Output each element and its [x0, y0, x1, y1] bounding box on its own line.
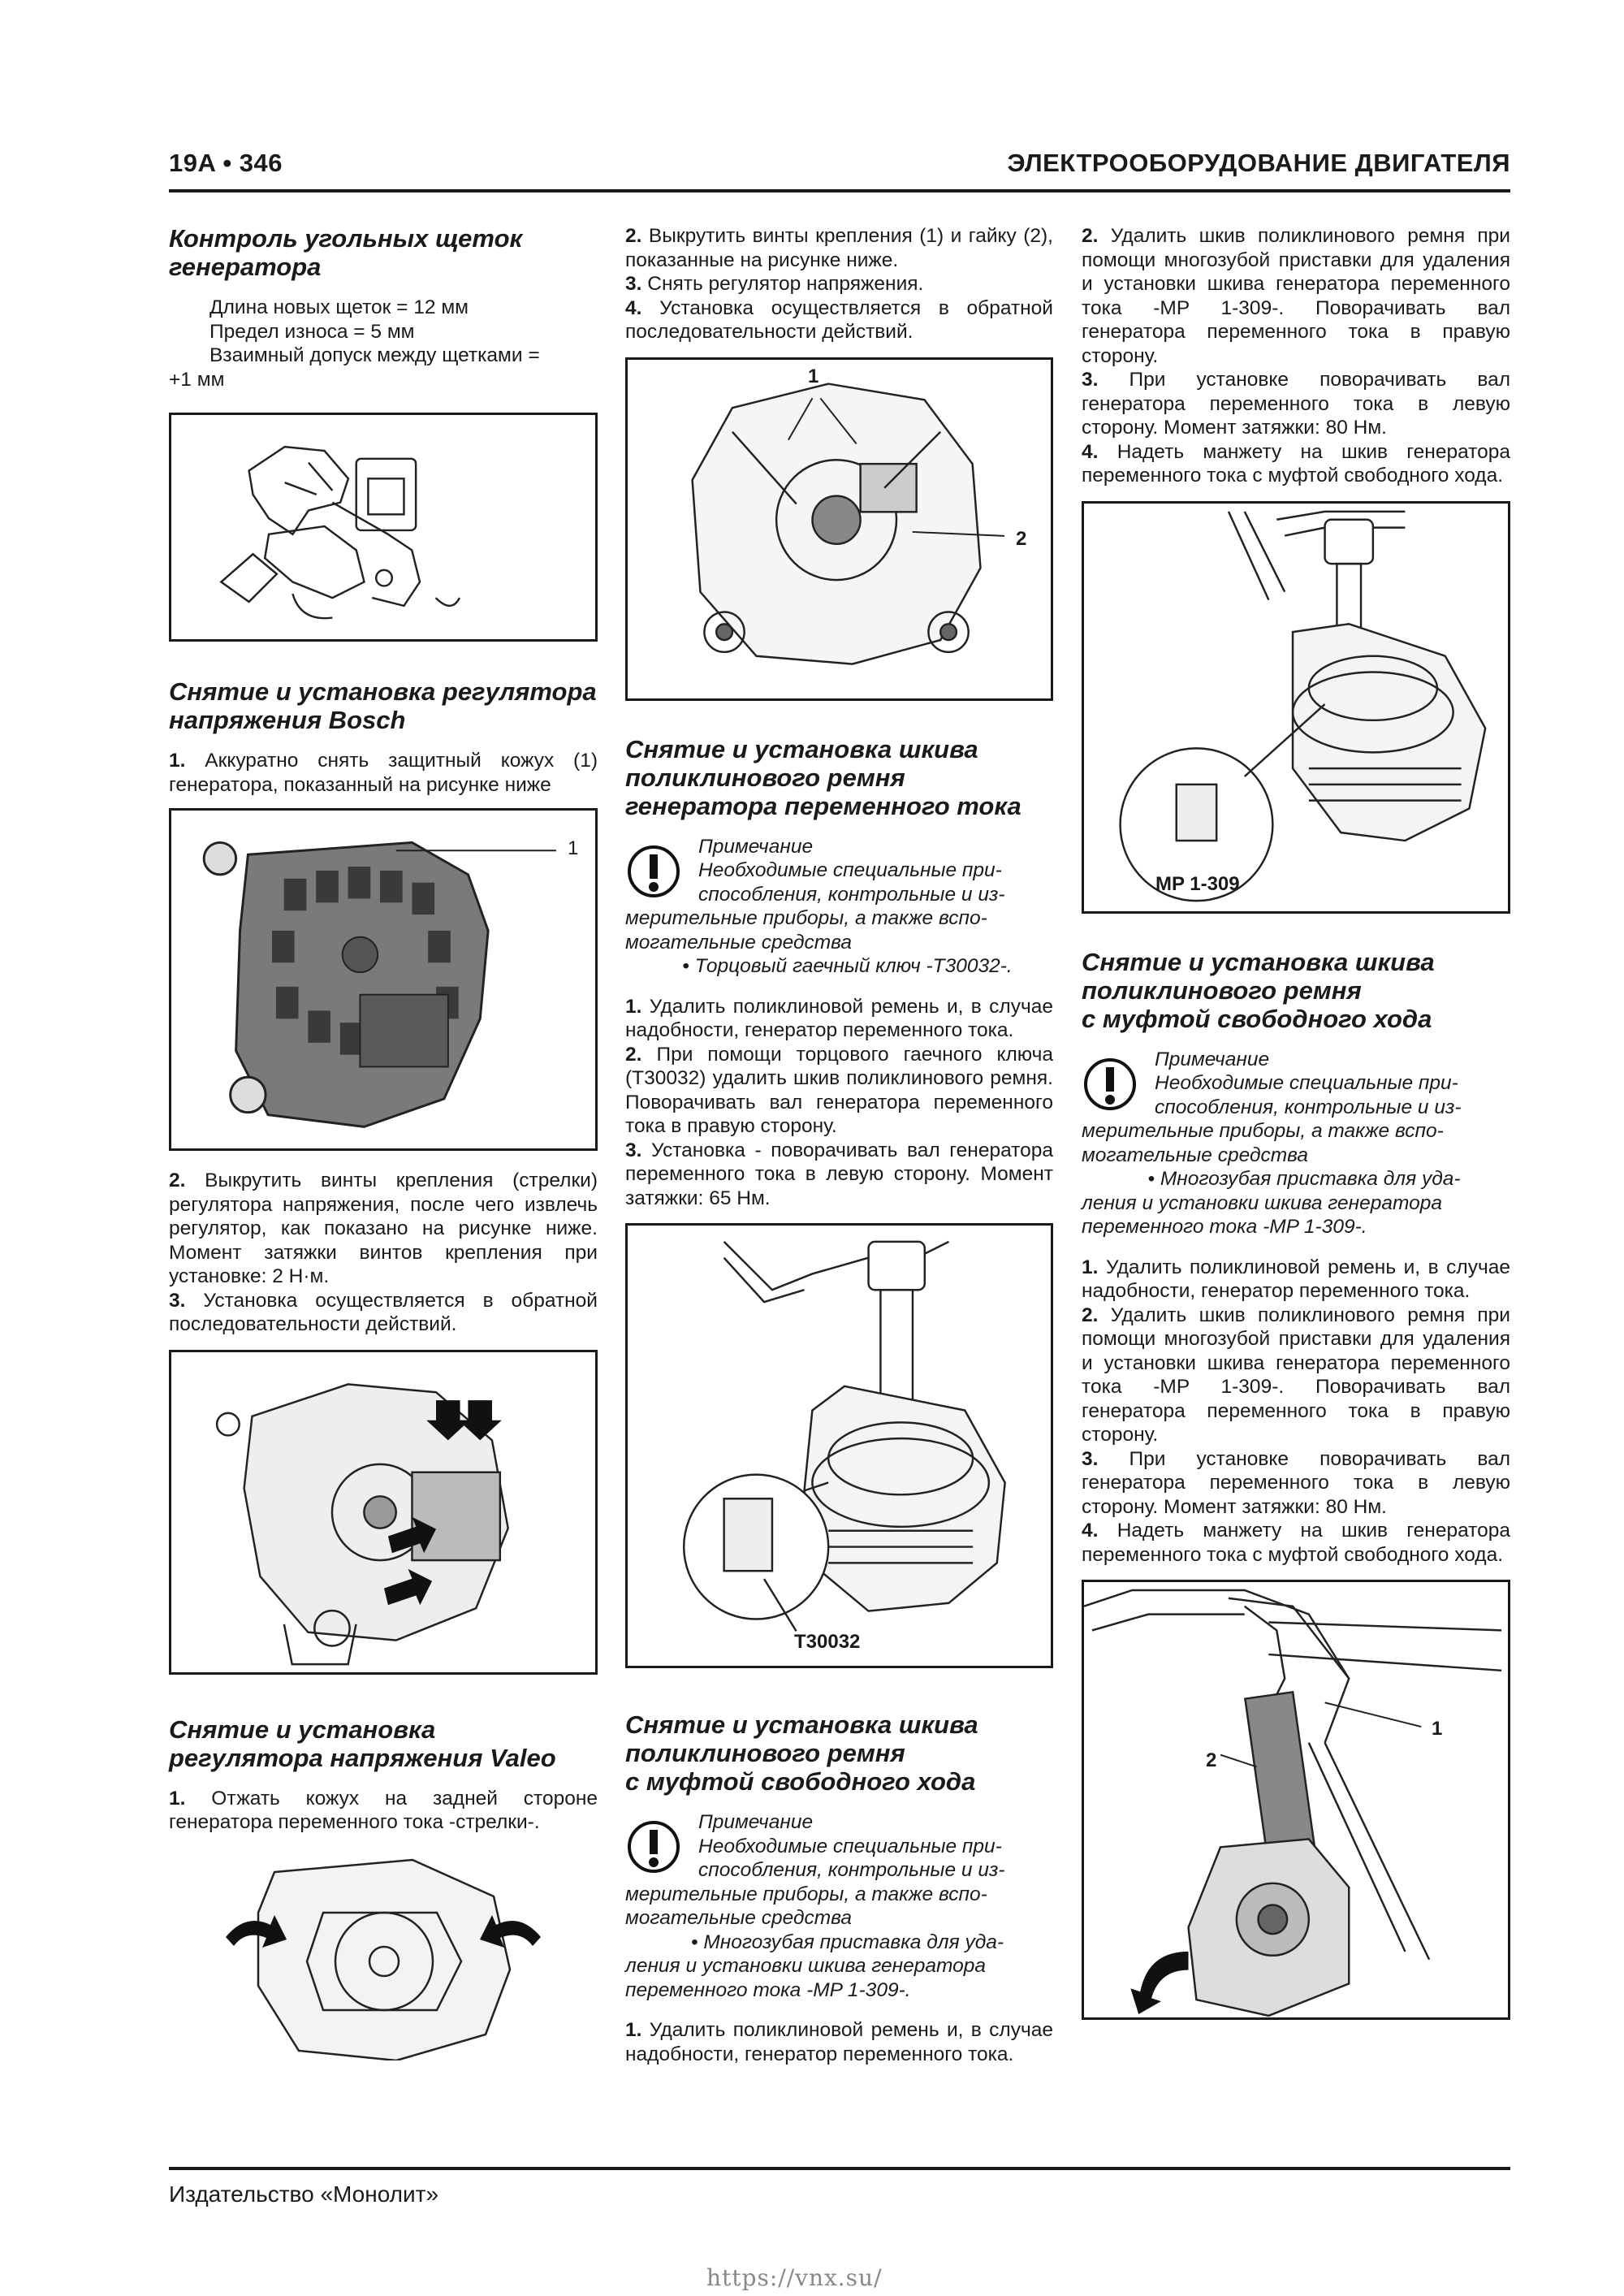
- callout-label: 1: [568, 837, 579, 859]
- step-text: 1. Аккуратно снять защитный кожух (1) генератора, показанный на рисунке ниже: [169, 750, 598, 796]
- step-text: 3. При установке поворачивать вал генератора переменного тока в левую сторону. Момент затяжки: 80 Нм.: [1082, 369, 1511, 439]
- figure-bosch-cover: [169, 808, 598, 1151]
- note-bullet: переменного тока -MP 1-309-.: [625, 1978, 911, 2001]
- socket-wrench-illustration: [628, 1226, 1051, 1666]
- step-text: 2. Удалить шкив поликлинового ремня при помощи многозубой приставки для удаления и установки шкива генератора переменного тока -MP 1-309-. Поворачивать вал генератора переменного тока в правую сторону.: [1082, 1304, 1510, 1446]
- step-text: 2. При помощи торцового гаечного ключа (T30032) удалить шкив поликлинового ремня. Поворачивать вал генератора переменного тока в правую сторону.: [625, 1043, 1054, 1137]
- alternator-cover-illustration: [171, 811, 595, 1148]
- step-text: 1. Удалить поликлиновой ремень и, в случае надобности, генератор переменного тока.: [625, 2019, 1053, 2065]
- spec-line: +1 мм: [169, 368, 225, 391]
- footer-rule: [169, 2167, 1510, 2170]
- regulator-fasteners-illustration: [628, 360, 1051, 698]
- note-text: Необходимые специальные при-: [1155, 1072, 1458, 1094]
- chapter-title: ЭЛЕКТРООБОРУДОВАНИЕ ДВИГАТЕЛЯ: [1007, 149, 1510, 177]
- step-text: 3. При установке поворачивать вал генератора переменного тока в левую сторону. Момент затяжки: 80 Нм.: [1082, 1447, 1511, 1518]
- warning-icon: [625, 843, 682, 900]
- note-bullet: переменного тока -MP 1-309-.: [1082, 1216, 1367, 1238]
- watermark-link[interactable]: https://vnx.su/: [706, 2264, 883, 2291]
- page-number: 19A • 346: [169, 149, 283, 177]
- step-text: 3. Установка - поворачивать вал генератора переменного тока в левую сторону. Момент затяжки: 65 Нм.: [625, 1139, 1053, 1209]
- note-bullet: • Многозубая приставка для уда-: [1147, 1168, 1461, 1190]
- header-rule: [169, 189, 1510, 192]
- note-text: Необходимые специальные при-: [698, 1835, 1002, 1857]
- note-bullet: ления и установки шкива генератора: [1082, 1191, 1443, 1214]
- section-title-valeo: Снятие и установка регулятора напряжения Valeo: [169, 1714, 556, 1772]
- step-text: 1. Удалить поликлиновой ремень и, в случае надобности, генератор переменного тока.: [1082, 1256, 1510, 1302]
- note-text: способления, контрольные и из-: [1155, 1096, 1462, 1118]
- figure-t30032-tool: [625, 1223, 1053, 1668]
- note-title: Примечание: [1155, 1048, 1270, 1070]
- callout-label: 1: [808, 365, 819, 387]
- step-text: 2. Выкрутить винты крепления (стрелки) регулятора напряжения, после чего извлечь регулятор, как показано на рисунке ниже. Момент затяжки винтов крепления при установке: 2 Н·м.: [169, 1170, 598, 1287]
- note-bullet: • Торцовый гаечный ключ -T30032-.: [682, 955, 1013, 977]
- note-block: [625, 1810, 1053, 2002]
- step-text: 4. Установка осуществляется в обратной последовательности действий.: [625, 296, 1053, 343]
- note-text: мерительные приборы, а также вспо-: [625, 907, 987, 929]
- figure-mp1309-tool: [1082, 501, 1510, 914]
- note-text: Необходимые специальные при-: [698, 859, 1002, 881]
- figure-valeo-cover: [169, 1848, 598, 2060]
- figure-bosch-screws: [169, 1350, 598, 1675]
- tool-label: T30032: [794, 1631, 861, 1653]
- note-text: могательные средства: [1082, 1144, 1309, 1166]
- regulator-screws-illustration: [171, 1352, 595, 1672]
- section-title-pulley: Снятие и установка шкива поликлинового ремня генератора переменного тока: [625, 734, 1021, 820]
- step-text: 2. Удалить шкив поликлинового ремня при помощи многозубой приставки для удаления и установки шкива генератора переменного тока -MP 1-309-. Поворачивать вал генератора переменного тока в правую сторону.: [1082, 225, 1510, 367]
- section-title-freewheel: Снятие и установка шкива поликлинового ремня с муфтой свободного хода: [625, 1710, 978, 1796]
- figure-brush-holder: [169, 413, 598, 642]
- step-text: 4. Надеть манжету на шкив генератора переменного тока с муфтой свободного хода.: [1082, 440, 1510, 486]
- warning-icon: [625, 1818, 682, 1875]
- section-title-freewheel-2: Снятие и установка шкива поликлинового ремня с муфтой свободного хода: [1082, 947, 1435, 1033]
- note-bullet: ления и установки шкива генератора: [625, 1955, 987, 1977]
- section-title-brushes: Контроль угольных щеток генератора: [169, 224, 523, 281]
- note-text: могательные средства: [625, 1907, 853, 1929]
- figure-freewheel-removal: [1082, 1580, 1510, 2020]
- brush-holder-illustration: [171, 415, 595, 639]
- callout-label: 1: [1432, 1718, 1443, 1740]
- tool-label: MP 1-309: [1155, 872, 1240, 895]
- note-text: мерительные приборы, а также вспо-: [625, 1883, 987, 1905]
- step-text: 2. Выкрутить винты крепления (1) и гайку (2), показанные на рисунке ниже.: [625, 225, 1053, 271]
- step-text: 3. Снять регулятор напряжения.: [625, 273, 924, 295]
- publisher: Издательство «Монолит»: [169, 2181, 439, 2207]
- note-text: мерительные приборы, а также вспо-: [1082, 1120, 1444, 1142]
- note-block: [625, 835, 1053, 979]
- note-title: Примечание: [698, 1811, 814, 1833]
- freewheel-tool-illustration: [1084, 504, 1508, 911]
- note-text: могательные средства: [625, 931, 853, 953]
- step-text: 1. Удалить поликлиновой ремень и, в случае надобности, генератор переменного тока.: [625, 995, 1053, 1041]
- note-title: Примечание: [698, 835, 814, 858]
- spec-line: Взаимный допуск между щетками =: [209, 344, 540, 366]
- freewheel-removal-illustration: [1084, 1582, 1508, 2017]
- figure-regulator-fasteners: [625, 357, 1053, 701]
- spec-line: Длина новых щеток = 12 мм: [209, 296, 469, 318]
- note-text: способления, контрольные и из-: [698, 883, 1005, 906]
- column-1: [169, 224, 598, 2060]
- spec-line: Предел износа = 5 мм: [209, 320, 415, 343]
- step-text: 4. Надеть манжету на шкив генератора переменного тока с муфтой свободного хода.: [1082, 1520, 1510, 1566]
- valeo-cover-illustration: [169, 1848, 598, 2060]
- column-3: [1082, 224, 1510, 2020]
- callout-label: 2: [1206, 1749, 1217, 1771]
- note-text: способления, контрольные и из-: [698, 1859, 1005, 1881]
- warning-icon: [1082, 1056, 1138, 1113]
- callout-label: 2: [1016, 527, 1027, 550]
- section-title-bosch: Снятие и установка регулятора напряжения Bosch: [169, 677, 597, 734]
- column-2: [625, 224, 1053, 2066]
- note-bullet: • Многозубая приставка для уда-: [690, 1931, 1004, 1953]
- step-text: 1. Отжать кожух на задней стороне генератора переменного тока -стрелки-.: [169, 1787, 598, 1833]
- note-block: [1082, 1048, 1510, 1239]
- step-text: 3. Установка осуществляется в обратной последовательности действий.: [169, 1289, 598, 1335]
